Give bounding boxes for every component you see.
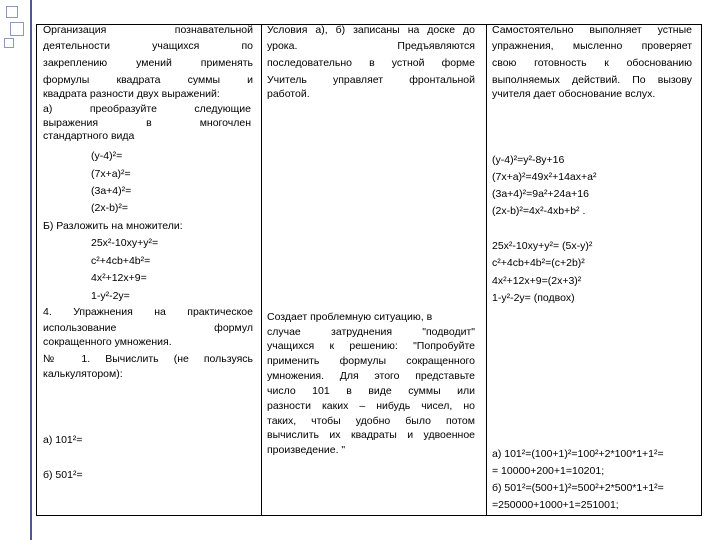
student-top-line-5: учителя дает обоснование вслух. (492, 88, 656, 100)
no1-line-2: калькулятором): (43, 368, 123, 380)
answer-a-1: (y-4)²=y²-8y+16 (492, 154, 565, 166)
col-activity (37, 25, 262, 516)
col-teacher (262, 25, 487, 516)
answer-b-1: 25x²-10xy+y²= (5x-y)² (492, 240, 593, 252)
student-top-line-1: Самостоятельно выполняет устные (492, 24, 692, 36)
student-top-line-3: свою готовность к обоснованию (492, 57, 692, 69)
section4-line-1: 4. Упражнения на практическое (43, 306, 253, 318)
calc-answer-4: =250000+1000+1=251001; (492, 499, 619, 511)
teacher-top-line-3: последовательно в устной форме (267, 57, 475, 69)
section4-line-2: использование формул (43, 322, 253, 334)
expr-b-1: 25x²-10xy+y²= (91, 237, 159, 249)
task-a-line-1: а) преобразуйте следующие (43, 103, 251, 115)
student-top-line-4: выполняемых действий. По вызову (492, 74, 692, 86)
answer-b-4: 1-y²-2y= (подвох) (492, 292, 575, 304)
expr-a-1: (y-4)²= (91, 150, 123, 162)
problem-line-4: применить формулы сокращенного (267, 355, 475, 367)
problem-line-1: Создает проблемную ситуацию, в (267, 311, 433, 323)
problem-line-10: произведение. " (267, 444, 346, 456)
calc-b: б) 501²= (43, 469, 83, 481)
answer-a-3: (3a+4)²=9a²+24a+16 (492, 188, 589, 200)
problem-line-6: число 101 в виде суммы или (267, 385, 475, 397)
calc-answer-3: б) 501²=(500+1)²=500²+2*500*1+1²= (492, 482, 664, 494)
answer-a-2: (7x+a)²=49x²+14ax+a² (492, 171, 597, 183)
decor-square-3 (4, 38, 14, 48)
expr-b-4: 1-y²-2y= (91, 290, 130, 302)
answer-b-3: 4x²+12x+9=(2x+3)² (492, 275, 582, 287)
problem-line-9: вычислить их квадраты и удвоенное (267, 429, 475, 441)
task-a-line-2: выражения в многочлен (43, 117, 251, 129)
expr-a-2: (7x+a)²= (91, 168, 131, 180)
expr-a-3: (3a+4)²= (91, 185, 132, 197)
calc-answer-1: а) 101²=(100+1)²=100²+2*100*1+1²= (492, 448, 664, 460)
decor-square-1 (6, 6, 18, 18)
teacher-top-line-5: работой. (267, 88, 310, 100)
intro-line-3: закреплению умений применять (43, 57, 253, 69)
problem-line-8: таких, чтобы удобно было потом (267, 415, 475, 427)
problem-line-3: учащихся к решению: "Попробуйте (267, 340, 475, 352)
teacher-top-line-4: Учитель управляет фронтальной (267, 74, 475, 86)
lesson-table (36, 24, 702, 516)
calc-a: а) 101²= (43, 434, 83, 446)
expr-b-2: c²+4cb+4b²= (91, 255, 151, 267)
intro-line-4: формулы квадрата суммы и (43, 74, 253, 86)
calc-answer-2: = 10000+200+1=10201; (492, 465, 605, 477)
teacher-top-line-1: Условия а), б) записаны на доске до (267, 24, 475, 36)
problem-line-5: умножения. Для этого представьте (267, 370, 475, 382)
intro-line-2: деятельности учащихся по (43, 40, 253, 52)
student-top-line-2: упражнения, мысленно проверяет (492, 40, 692, 52)
problem-line-7: разности каких – нибудь чисел, но (267, 400, 475, 412)
expr-b-3: 4x²+12x+9= (91, 272, 147, 284)
intro-line-5: квадрата разности двух выражений: (43, 88, 220, 100)
answer-b-2: c²+4cb+4b²=(c+2b)² (492, 257, 585, 269)
expr-a-4: (2x-b)²= (91, 202, 129, 214)
decor-vertical-line (30, 0, 32, 540)
no1-line-1: № 1. Вычислить (не пользуясь (43, 353, 253, 365)
answer-a-4: (2x-b)²=4x²-4xb+b² . (492, 205, 586, 217)
table-row (37, 25, 702, 516)
section4-line-3: сокращенного умножения. (43, 336, 172, 348)
decor-square-2 (10, 22, 24, 36)
intro-line-1: Организация познавательной (43, 24, 253, 36)
task-b-title: Б) Разложить на множители: (43, 220, 183, 232)
teacher-top-line-2: урока. Предъявляются (267, 40, 475, 52)
problem-line-2: случае затруднения "подводит" (267, 326, 475, 338)
col-student (487, 25, 702, 516)
task-a-line-3: стандартного вида (43, 130, 135, 142)
